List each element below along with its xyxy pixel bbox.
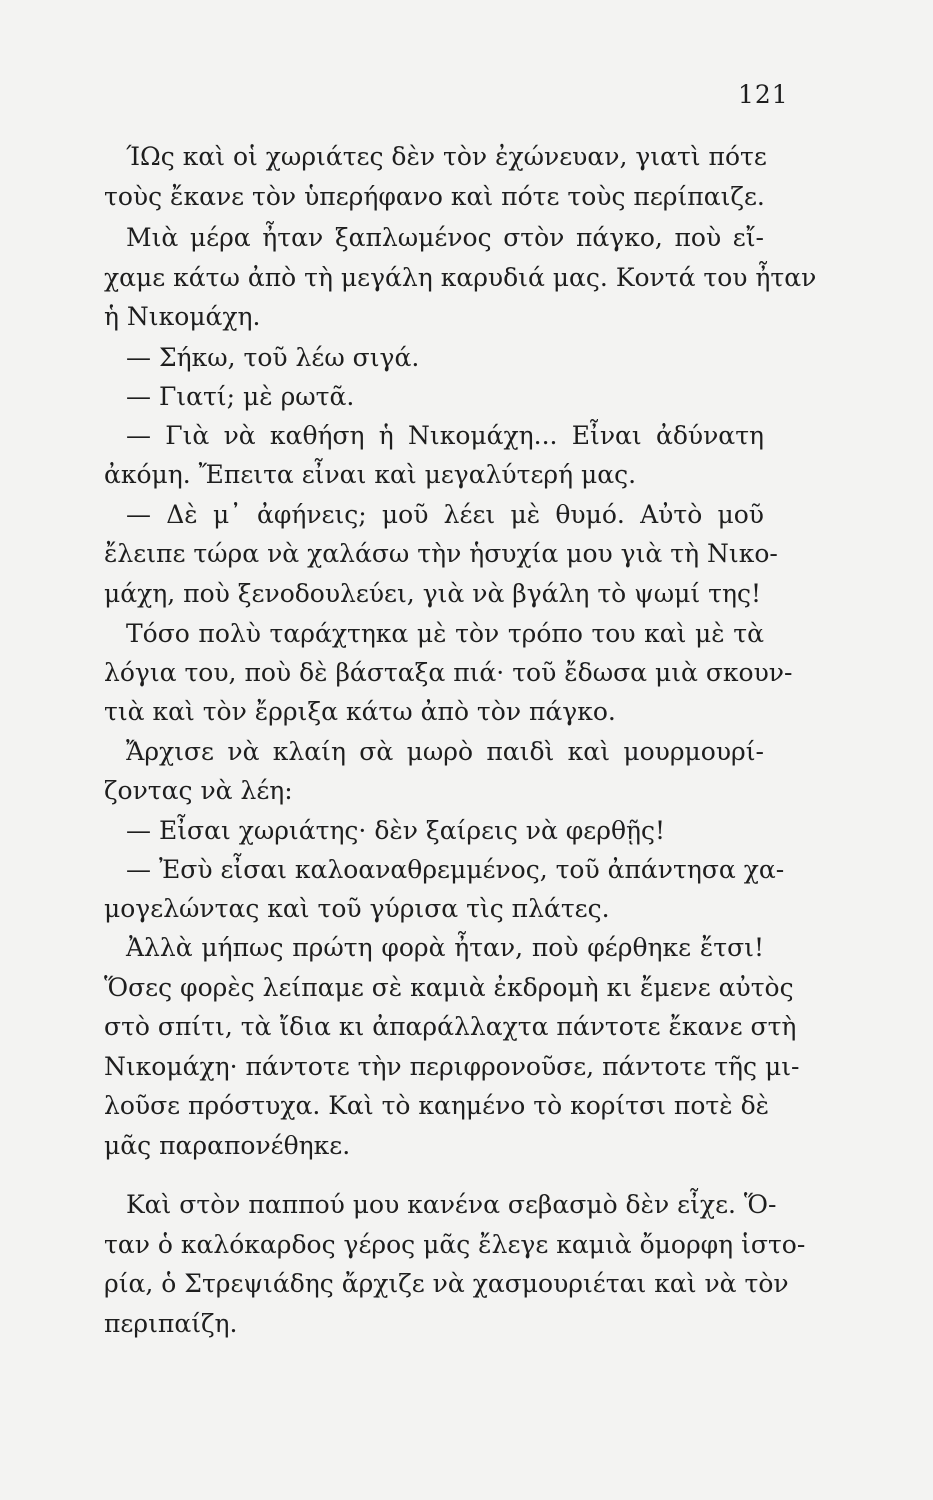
- text-line: μογελώντας καὶ τοῦ γύρισα τὶς πλάτες.: [104, 894, 610, 923]
- text-line: Καὶ στὸν παππού μου κανένα σεβασμὸ δὲν εἶχε. Ὅ-: [126, 1190, 777, 1219]
- text-line: — Εἶσαι χωριάτης· δὲν ξαίρεις νὰ φερθῇς!: [126, 816, 666, 845]
- text-line: ρία, ὁ Στρεψιάδης ἄρχιζε νὰ χασμουριέται καὶ νὰ τὸν: [104, 1269, 789, 1298]
- text-line: Νικομάχη· πάντοτε τὴν περιφρονοῦσε, πάντοτε τῆς μι-: [104, 1052, 800, 1081]
- text-line: ζοντας νὰ λέη:: [104, 776, 293, 805]
- text-line: τιὰ καὶ τὸν ἔρριξα κάτω ἀπὸ τὸν πάγκο.: [104, 697, 616, 726]
- text-line: — Ἐσὺ εἶσαι καλοαναθρεμμένος, τοῦ ἀπάντησα χα-: [126, 855, 785, 884]
- text-line: Ἄρχισε νὰ κλαίη σὰ μωρὸ παιδὶ καὶ μουρμουρί-: [126, 737, 764, 766]
- text-line: — Γιατί; μὲ ρωτᾶ.: [126, 382, 355, 411]
- text-line: — Γιὰ νὰ καθήση ἡ Νικομάχη... Εἶναι ἀδύνατη: [126, 421, 764, 450]
- page-number: 121: [738, 80, 789, 109]
- text-line: στὸ σπίτι, τὰ ἴδια κι ἀπαράλλαχτα πάντοτε ἔκανε στὴ: [104, 1012, 797, 1041]
- text-line: ἔλειπε τώρα νὰ χαλάσω τὴν ἡσυχία μου γιὰ τὴ Νικο-: [104, 539, 778, 568]
- text-line: — Δὲ μ᾽ ἀφήνεις; μοῦ λέει μὲ θυμό. Αὐτὸ μοῦ: [126, 500, 764, 529]
- text-line: ΊΩς καὶ οἱ χωριάτες δὲν τὸν ἐχώνευαν, γιατὶ πότε: [126, 142, 767, 171]
- text-line: χαμε κάτω ἀπὸ τὴ μεγάλη καρυδιά μας. Κοντά του ἦταν: [104, 263, 817, 292]
- text-line: μᾶς παραπονέθηκε.: [104, 1131, 351, 1160]
- text-line: — Σήκω, τοῦ λέω σιγά.: [126, 343, 420, 372]
- text-line: Τόσο πολὺ ταράχτηκα μὲ τὸν τρόπο του καὶ μὲ τὰ: [126, 619, 764, 648]
- text-line: ἡ Νικομάχη.: [104, 302, 261, 331]
- text-line: λοῦσε πρόστυχα. Καὶ τὸ καημένο τὸ κορίτσι ποτὲ δὲ: [104, 1091, 770, 1120]
- text-line: λόγια του, ποὺ δὲ βάσταξα πιά· τοῦ ἔδωσα μιὰ σκουν-: [104, 658, 793, 687]
- text-line: Μιὰ μέρα ἦταν ξαπλωμένος στὸν πάγκο, ποὺ εἴ-: [126, 223, 764, 252]
- text-line: Ἀλλὰ μήπως πρώτη φορὰ ἦταν, ποὺ φέρθηκε ἔτσι!: [126, 933, 764, 962]
- text-line: ταν ὁ καλόκαρδος γέρος μᾶς ἔλεγε καμιὰ ὄμορφη ἱστο-: [104, 1230, 806, 1259]
- text-line: Ὅσες φορὲς λείπαμε σὲ καμιὰ ἐκδρομὴ κι ἔμενε αὐτὸς: [104, 973, 794, 1002]
- text-line: μάχη, ποὺ ξενοδουλεύει, γιὰ νὰ βγάλη τὸ ψωμί της!: [104, 579, 762, 608]
- text-line: περιπαίζη.: [104, 1309, 238, 1338]
- text-line: ἀκόμη. Ἔπειτα εἶναι καὶ μεγαλύτερή μας.: [104, 460, 637, 489]
- text-line: τοὺς ἔκανε τὸν ὑπερήφανο καὶ πότε τοὺς περίπαιζε.: [104, 182, 765, 211]
